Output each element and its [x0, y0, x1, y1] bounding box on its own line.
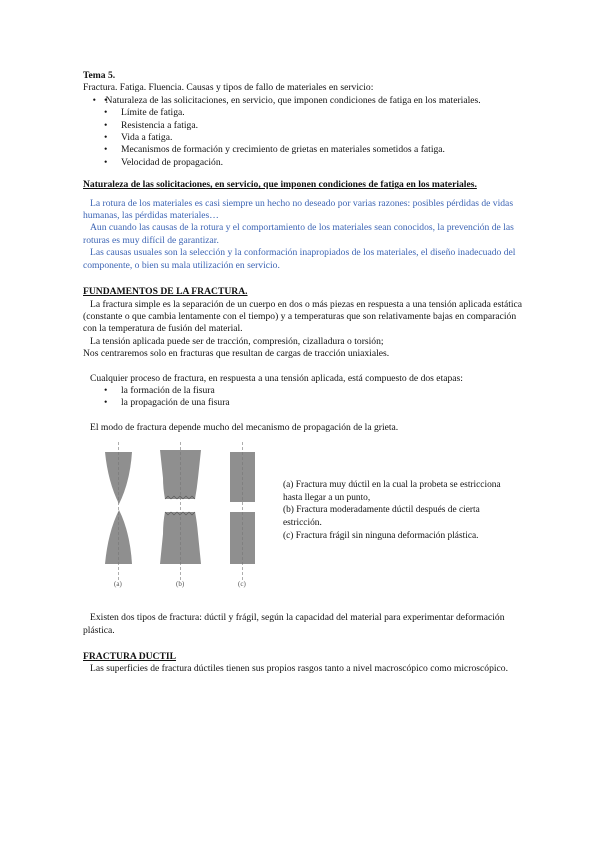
blue-paragraph: Aun cuando las causas de la rotura y el comportamiento de los materiales sean conocidos, la prevención de las roturas es muy difícil de garantizar.: [83, 222, 514, 246]
paragraph: La fractura simple es la separación de un cuerpo en dos o más piezas en respuesta a una tensión aplicada estática (constante o que cambia lentamente con el tiempo) y a temperaturas que son relativamente bajas en comparación con la temperatura de fusión del material.: [83, 298, 523, 335]
paragraph: Las superficies de fractura dúctiles tienen sus propios rasgos tanto a nivel macroscópico como microscópico.: [90, 663, 508, 675]
blue-paragraph: La rotura de los materiales es casi siempre un hecho no deseado por varias razones: posibles pérdidas de vidas humanas, las pérdidas materiales…: [83, 197, 514, 222]
paragraph: La tensión aplicada puede ser de tracción, compresión, cizalladura o torsión;: [90, 335, 384, 347]
document-page: [83, 70, 523, 676]
stage-list: [83, 385, 523, 410]
paragraph: Cualquier proceso de fractura, en respuesta a una tensión aplicada, está compuesto de dos etapas:: [90, 372, 463, 384]
caption-c: (c) Fractura frágil sin ninguna deformación plástica.: [283, 530, 479, 541]
stage-item: • la formación de la fisura: [83, 385, 523, 397]
topic-item: • Resistencia a fatiga.: [83, 120, 523, 132]
fracture-modes-illustration: [97, 442, 277, 592]
topic-list: [83, 95, 523, 169]
tema-subtitle: Fractura. Fatiga. Fluencia. Causas y tipos de fallo de materiales en servicio:: [83, 82, 374, 94]
topic-item: • Límite de fatiga.: [83, 107, 523, 119]
figure-caption: [283, 479, 513, 542]
topic-item: • Vida a fatiga.: [83, 132, 523, 144]
paragraph: Existen dos tipos de fractura: dúctil y frágil, según la capacidad del material para experimentar deformación plástica.: [83, 612, 505, 636]
paragraph: Nos centraremos solo en fracturas que resultan de cargas de tracción uniaxiales.: [83, 348, 390, 360]
figure-label-c: (c): [238, 580, 246, 589]
topic-item: • Velocidad de propagación.: [83, 157, 523, 169]
section-heading-fundamentos: FUNDAMENTOS DE LA FRACTURA.: [83, 286, 248, 298]
topic-item: • Mecanismos de formación y crecimiento de grietas en materiales sometidos a fatiga.: [83, 144, 523, 156]
section-heading-naturaleza: Naturaleza de las solicitaciones, en servicio, que imponen condiciones de fatiga en los materiales.: [83, 179, 477, 191]
topic-item: • • Naturaleza de las solicitaciones, en servicio, que imponen condiciones de fatiga en los materiales.: [83, 95, 523, 107]
stage-item: • la propagación de una fisura: [83, 397, 523, 409]
paragraph: El modo de fractura depende mucho del mecanismo de propagación de la grieta.: [90, 421, 399, 433]
section-heading-fractura-ductil: FRACTURA DUCTIL: [83, 650, 177, 662]
caption-b: (b) Fractura moderadamente dúctil después de cierta estricción.: [283, 505, 480, 528]
figure-label-a: (a): [114, 580, 122, 589]
fracture-figure: [83, 442, 523, 592]
caption-a: (a) Fractura muy dúctil en la cual la probeta se estricciona hasta llegar a un punto,: [283, 480, 501, 503]
figure-label-b: (b): [176, 580, 185, 589]
tema-title: Tema 5.: [83, 70, 116, 81]
blue-paragraph: Las causas usuales son la selección y la conformación inapropiados de los materiales, el diseño inadecuado del componente, o bien su mala utilización en servicio.: [83, 247, 516, 271]
